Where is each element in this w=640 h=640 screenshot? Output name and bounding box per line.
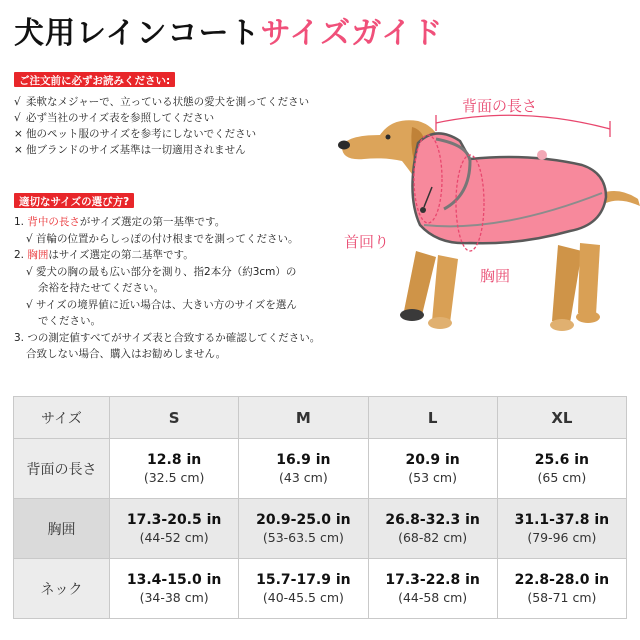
cross-icon: × [14,128,23,140]
notice-heading: ご注文前に必ずお読みください: [14,72,175,87]
back-length-label: 背面の長さ [462,97,538,115]
notice-item: √ 必ず当社のサイズ表を参照してください [14,112,215,124]
chest-label: 胸囲 [480,267,511,285]
guide-heading: 適切なサイズの選び方? [14,193,134,208]
row-label: 胸囲 [14,499,110,559]
table-row [14,559,627,619]
size-chart-table [13,396,627,619]
step-2-detail-a2: 余裕を持たせてください。 [38,282,164,294]
step-3-detail: 合致しない場合、購入はお勧めしません。 [26,348,227,360]
step-1: 1. 背中の長さがサイズ選定の第一基準です。 [14,216,226,228]
dog-diagram [320,75,640,355]
check-icon: √ [14,112,21,124]
step-2: 2. 胸囲はサイズ選定の第二基準です。 [14,249,194,261]
size-s-header: S [110,397,239,439]
table-cell: 20.9 in (53 cm) [368,439,497,499]
table-cell: 26.8-32.3 in (68-82 cm) [368,499,497,559]
neck-label: 首回り [344,233,390,251]
page-title [14,8,443,52]
guide-steps [14,214,320,363]
step-2-detail-a: √ 愛犬の胸の最も広い部分を測り、指2本分（約3cm）の [26,265,297,278]
cross-icon: × [14,144,23,156]
notice-item: × 他ブランドのサイズ基準は一切適用されません [14,144,246,156]
step-1-detail: √ 首輪の位置からしっぽの付け根までを測ってください。 [26,232,299,245]
table-cell: 20.9-25.0 in (53-63.5 cm) [239,499,368,559]
table-row [14,499,627,559]
step-3: 3. つの測定値すべてがサイズ表と合致するか確認してください。 [14,331,321,344]
table-cell: 17.3-22.8 in (44-58 cm) [368,559,497,619]
notice-item: √ 柔軟なメジャーで、立っている状態の愛犬を測ってください [14,96,310,108]
table-cell: 12.8 in (32.5 cm) [110,439,239,499]
step-2-detail-b: √ サイズの境界値に近い場合は、大きい方のサイズを選ん [26,298,297,311]
size-xl-header: XL [497,397,626,439]
title-main: 犬用レインコート [14,16,261,51]
table-cell: 13.4-15.0 in (34-38 cm) [110,559,239,619]
table-cell: 22.8-28.0 in (58-71 cm) [497,559,626,619]
table-header-row [14,397,627,439]
table-cell: 15.7-17.9 in (40-45.5 cm) [239,559,368,619]
size-m-header: M [239,397,368,439]
table-cell: 31.1-37.8 in (79-96 cm) [497,499,626,559]
table-cell: 25.6 in (65 cm) [497,439,626,499]
header-label: サイズ [14,397,110,439]
table-row [14,439,627,499]
title-accent: サイズガイド [260,16,444,51]
row-label: ネック [14,559,110,619]
table-cell: 16.9 in (43 cm) [239,439,368,499]
notice-item: × 他のペット服のサイズを参考にしないでください [14,128,257,140]
step-2-detail-b2: でください。 [38,315,101,327]
row-label: 背面の長さ [14,439,110,499]
table-cell: 17.3-20.5 in (44-52 cm) [110,499,239,559]
notice-list [14,94,309,158]
size-l-header: L [368,397,497,439]
dog-in-raincoat-illustration [320,75,640,355]
check-icon: √ [14,96,21,108]
